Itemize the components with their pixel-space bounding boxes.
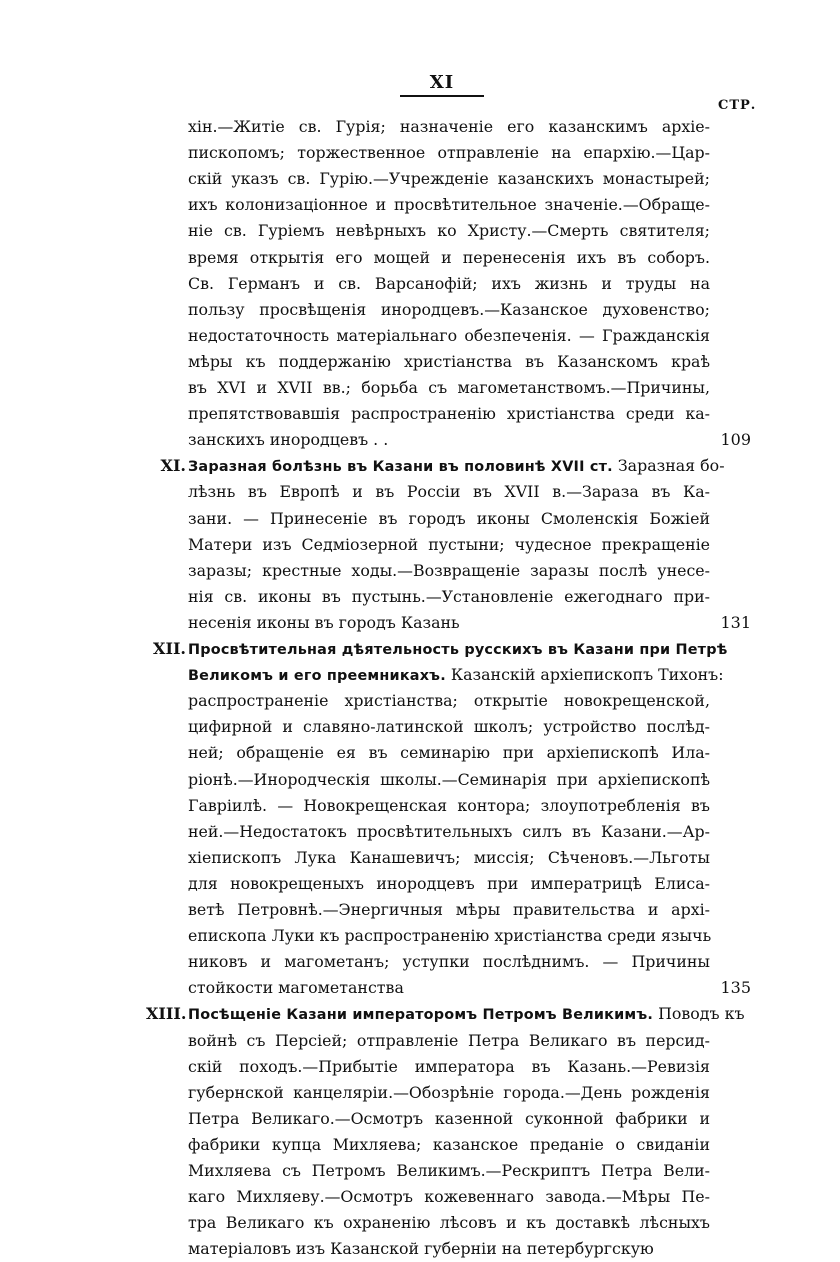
- toc-line-text: Поводъ къ: [653, 1004, 745, 1024]
- page-reference: 135: [720, 978, 751, 998]
- toc-line-text: пользу просвѣщенія инородцевъ.—Казанское духовенство;: [188, 299, 710, 319]
- section-numeral: XII.: [153, 639, 186, 658]
- toc-line: [188, 375, 710, 401]
- section-numeral: XIII.: [146, 1004, 187, 1024]
- toc-line: [188, 688, 710, 714]
- page-number: XI: [429, 72, 455, 93]
- toc-line: [188, 1028, 710, 1054]
- toc-line-text: никовъ и магометанъ; уступки послѣднимъ. — Причины: [188, 952, 710, 972]
- page-number-rule: [400, 95, 484, 97]
- toc-line-text: въ XVI и XVII вв.; борьба съ магометанствомъ.—Причины,: [188, 378, 710, 397]
- toc-line-text: Казанскій архіепископъ Тихонъ:: [445, 665, 724, 685]
- toc-line-text: пископомъ; торжественное отправленіе на епархію.—Цар-: [188, 143, 710, 163]
- toc-line: [188, 140, 710, 166]
- toc-line: [188, 166, 710, 192]
- toc-line: [188, 1054, 710, 1080]
- toc-line: [188, 114, 710, 140]
- toc-line-text: Заразная бо-: [612, 456, 725, 476]
- toc-line-text: препятствовавшія распространенію христіанства среди ка-: [188, 404, 710, 424]
- section-heading: Великомъ и его преемникахъ.: [188, 668, 446, 685]
- toc-line-text: для новокрещеныхъ инородцевъ при императрицѣ Елиса-: [188, 873, 710, 893]
- toc-line-text: несенія иконы въ городъ Казань: [188, 612, 460, 632]
- toc-line: [188, 740, 710, 766]
- toc-line: [188, 349, 710, 375]
- toc-line-text: ней.—Недостатокъ просвѣтительныхъ силъ въ Казани.—Ар-: [188, 821, 710, 841]
- toc-line-text: цифирной и славяно-латинской школъ; устройство послѣд-: [188, 717, 710, 737]
- toc-line-text: ихъ колонизаціонное и просвѣтительное значеніе.—Обраще-: [188, 195, 710, 215]
- toc-line-text: распространеніе христіанства; открытіе новокрещенской,: [188, 691, 710, 711]
- toc-line: [188, 584, 710, 610]
- toc-line-text: хіепископъ Лука Канашевичъ; миссія; Сѣченовъ.—Льготы: [188, 847, 710, 867]
- toc-line-text: ріонѣ.—Инородческія школы.—Семинарія при архіепископѣ: [188, 769, 710, 789]
- toc-line: [188, 975, 710, 1001]
- toc-line-text: лѣзнь въ Европѣ и въ Россіи въ XVII в.—Зараза въ Ка-: [188, 482, 710, 502]
- toc-line-text: скій походъ.—Прибытіе императора въ Казань.—Ревизія: [188, 1056, 710, 1076]
- toc-line-text: Св. Германъ и св. Варсанофій; ихъ жизнь и труды на: [188, 273, 710, 293]
- toc-line: [188, 479, 710, 505]
- toc-line-text: епископа Луки къ распространенію христіанства среди язычь: [188, 926, 712, 946]
- toc-line: [188, 636, 728, 662]
- toc-line: [188, 662, 724, 688]
- toc-line-text: стойкости магометанства: [188, 978, 404, 998]
- page-reference: 131: [720, 612, 751, 632]
- toc-line-text: тра Великаго къ охраненію лѣсовъ и къ доставкѣ лѣсныхъ: [188, 1213, 710, 1233]
- section-heading: Посѣщеніе Казани императоромъ Петромъ Великимъ.: [188, 1007, 654, 1024]
- toc-line: [188, 1106, 710, 1132]
- toc-line: [188, 1184, 710, 1210]
- toc-line-text: Гавріилѣ. — Новокрещенская контора; злоупотребленія въ: [188, 795, 710, 815]
- toc-line-text: ветѣ Петровнѣ.—Энергичныя мѣры правительства и архі-: [188, 900, 710, 919]
- toc-line: [188, 506, 710, 532]
- toc-line-text: хін.—Житіе св. Гурія; назначеніе его казанскимъ архіе-: [188, 117, 710, 136]
- page-reference: 109: [720, 430, 751, 450]
- toc-line-text: ніе св. Гуріемъ невѣрныхъ ко Христу.—Смерть святителя;: [188, 221, 710, 241]
- toc-line: [188, 923, 710, 949]
- toc-line: [188, 897, 710, 923]
- toc-line: [188, 767, 710, 793]
- toc-line: [188, 793, 710, 819]
- toc-line: [188, 1001, 745, 1027]
- toc-line: [188, 845, 710, 871]
- toc-line: [188, 610, 710, 636]
- toc-line-text: Михляева съ Петромъ Великимъ.—Рескриптъ Петра Вели-: [188, 1161, 710, 1180]
- toc-line-text: нія св. иконы въ пустынь.—Установленіе ежегоднаго при-: [188, 586, 710, 606]
- toc-line: [188, 949, 710, 975]
- toc-line: [188, 192, 710, 218]
- toc-line: [188, 218, 710, 244]
- page-column-label: СТР.: [718, 98, 757, 113]
- section-heading: Просвѣтительная дѣятельность русскихъ въ Казани при Петрѣ: [188, 642, 728, 658]
- toc-line: [188, 453, 725, 479]
- toc-line: [188, 245, 710, 271]
- toc-line: [188, 323, 710, 349]
- toc-line-text: мѣры къ поддержанію христіанства въ Казанскомъ краѣ: [188, 351, 710, 371]
- toc-line: [188, 271, 710, 297]
- toc-line-text: войнѣ съ Персіей; отправленіе Петра Великаго въ персид-: [188, 1030, 710, 1050]
- toc-line-text: Матери изъ Седміозерной пустыни; чудесное прекращеніе: [188, 534, 710, 554]
- toc-line-text: матеріаловъ изъ Казанской губерніи на петербургскую: [188, 1239, 654, 1259]
- toc-line-text: губернской канцеляріи.—Обозрѣніе города.—День рожденія: [188, 1082, 710, 1102]
- toc-line: [188, 714, 710, 740]
- toc-line-text: Петра Великаго.—Осмотръ казенной суконной фабрики и: [188, 1108, 710, 1128]
- toc-line-text: занскихъ инородцевъ . .: [188, 430, 389, 450]
- toc-line: [188, 819, 710, 845]
- toc-line: [188, 532, 710, 558]
- toc-line-text: скій указъ св. Гурію.—Учрежденіе казанскихъ монастырей;: [188, 169, 710, 189]
- toc-line: [188, 427, 710, 453]
- section-numeral: XI.: [160, 456, 186, 476]
- toc-line-text: заразы; крестные ходы.—Возвращеніе заразы послѣ унесе-: [188, 560, 710, 580]
- toc-line: [188, 1132, 710, 1158]
- toc-line: [188, 558, 710, 584]
- toc-line-text: недостаточность матеріальнаго обезпеченія. — Гражданскія: [188, 325, 710, 345]
- toc-line: [188, 1158, 710, 1184]
- toc-line: [188, 1080, 710, 1106]
- toc-line-text: ней; обращеніе ея въ семинарію при архіепископѣ Ила-: [188, 743, 710, 763]
- toc-line: [188, 1236, 710, 1262]
- toc-line: [188, 1210, 710, 1236]
- toc-line-text: фабрики купца Михляева; казанское преданіе о свиданіи: [188, 1134, 710, 1154]
- toc-line: [188, 297, 710, 323]
- toc-line: [188, 401, 710, 427]
- toc-line: [188, 871, 710, 897]
- toc-line-text: каго Михляеву.—Осмотръ кожевеннаго завода.—Мѣры Пе-: [188, 1187, 710, 1207]
- toc-line-text: время открытія его мощей и перенесенія ихъ въ соборъ.: [188, 247, 710, 267]
- toc-line-text: зани. — Принесеніе въ городъ иконы Смоленскія Божіей: [188, 508, 710, 528]
- section-heading: Заразная болѣзнь въ Казани въ половинѣ XVII ст.: [188, 459, 613, 476]
